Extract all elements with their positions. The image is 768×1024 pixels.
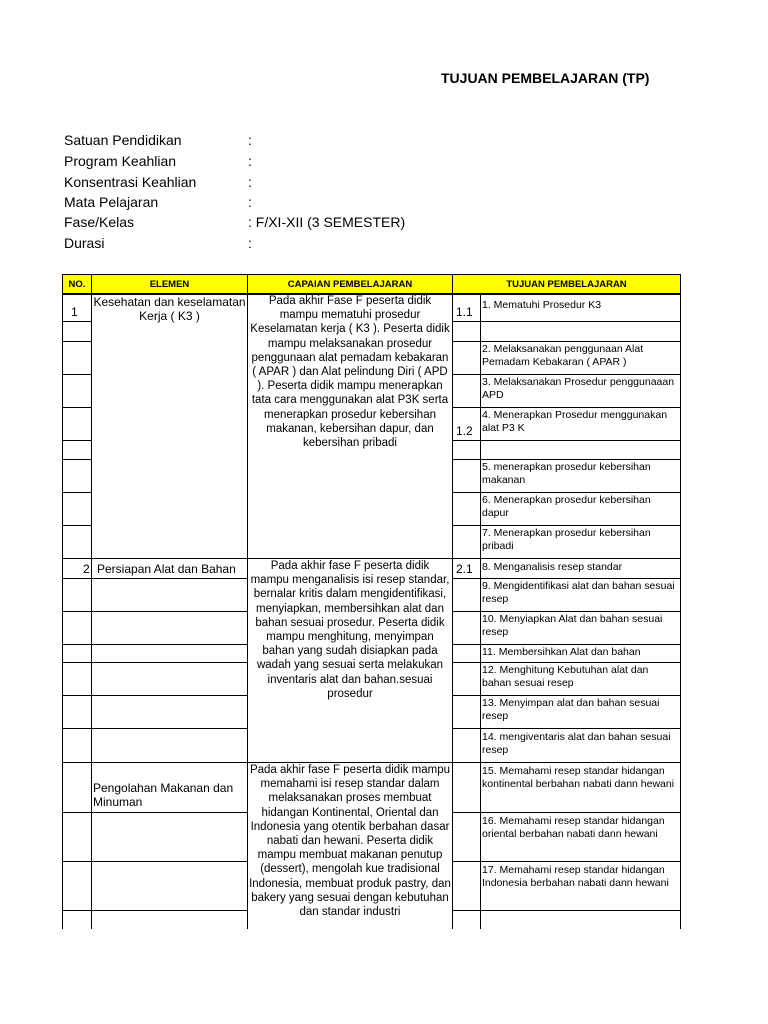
info-value: :	[248, 174, 252, 190]
info-label: Fase/Kelas	[64, 214, 135, 230]
tujuan-item: 9. Mengidentifikasi alat dan bahan sesuai resep	[482, 580, 675, 605]
table-hline	[452, 611, 681, 612]
info-value: :	[248, 235, 252, 251]
tujuan-item: 15. Memahami resep standar hidangan kontinental berbahan nabati dann hewani	[482, 765, 675, 790]
table-hline	[452, 812, 681, 813]
elemen-cell: Kesehatan dan keselamatan Kerja ( K3 )	[93, 295, 246, 323]
table-hline	[452, 728, 681, 729]
table-hline	[452, 374, 681, 375]
header-tujuan: TUJUAN PEMBELAJARAN	[452, 274, 681, 294]
page-bottom-margin	[0, 929, 768, 1024]
table-hline	[62, 525, 92, 526]
tujuan-item: 4. Menerapkan Prosedur menggunakan alat P3 K	[482, 409, 668, 434]
table-hline	[91, 662, 248, 663]
row-number: 2	[83, 562, 90, 576]
table-hline	[62, 695, 92, 696]
info-label: Mata Pelajaran	[64, 194, 159, 210]
table-hline	[62, 407, 92, 408]
info-value: :	[248, 132, 252, 148]
info-value: :	[248, 194, 252, 210]
table-hline	[452, 294, 681, 295]
info-label: Program Keahlian	[64, 153, 177, 169]
table-hline	[452, 578, 681, 579]
table-hline	[452, 321, 681, 322]
table-hline	[62, 578, 92, 579]
table-hline	[452, 407, 681, 408]
table-hline	[62, 662, 92, 663]
elemen-cell: Persiapan Alat dan Bahan	[97, 562, 236, 576]
table-hline	[91, 910, 248, 911]
sub-number: 1.1	[456, 305, 473, 319]
table-hline	[62, 861, 92, 862]
tujuan-item: 6. Menerapkan prosedur kebersihan dapur	[482, 494, 651, 519]
table-hline	[452, 459, 681, 460]
tujuan-item: 16. Memahami resep standar hidangan oriental berbahan nabati dann hewani	[482, 815, 665, 840]
table-hline	[62, 341, 92, 342]
table-hline	[452, 492, 681, 493]
tujuan-item: 1. Mematuhi Prosedur K3	[482, 299, 602, 311]
tujuan-item: 12. Menghitung Kebutuhan alat dan bahan sesuai resep	[482, 664, 649, 689]
table-hline	[62, 492, 92, 493]
table-hline	[452, 762, 681, 763]
table-hline	[62, 762, 92, 763]
table-hline	[62, 728, 92, 729]
table-hline	[452, 558, 681, 559]
table-hline	[91, 728, 248, 729]
capaian-cell: Pada akhir Fase F peserta didik mampu mematuhi prosedur Keselamatan kerja ( K3 ). Peserta didik mampu melaksanakan prosedur penggunaan alat pemadam kebakaran ( APAR ) dan Alat pelindung Diri ( APD ). Peserta didik mampu menerapkan tata cara menggunakan alat P3K serta menerapkan prosedur kebersihan makanan, kebersihan dapur, dan kebersihan pribadi	[250, 295, 450, 450]
table-hline	[91, 644, 248, 645]
page-title: TUJUAN PEMBELAJARAN (TP)	[441, 70, 650, 86]
table-hline	[62, 321, 92, 322]
table-hline	[452, 861, 681, 862]
elemen-cell: Pengolahan Makanan dan Minuman	[93, 781, 234, 809]
tujuan-item: 14. mengiventaris alat dan bahan sesuai resep	[482, 731, 671, 756]
tujuan-item: 17. Memahami resep standar hidangan Indonesia berbahan nabati dann hewani	[482, 864, 669, 889]
table-hline	[62, 644, 92, 645]
tujuan-item: 8. Menganalisis resep standar	[482, 561, 623, 573]
info-label: Konsentrasi Keahlian	[64, 174, 197, 190]
capaian-cell: Pada akhir fase F peserta didik mampu memahami isi resep standar dalam melaksanakan proses membuat hidangan Kontinental, Oriental dan Indonesia yang otentik berbahan dasar nabati dan hewani. Peserta didik mampu membuat makanan penutup (dessert), mengolah kue tradisional Indonesia, membuat produk pastry, dan bakery yang sesuai dengan kebutuhan dan standar industri	[249, 764, 451, 919]
table-hline	[452, 695, 681, 696]
table-hline	[91, 861, 248, 862]
row-number: 1	[71, 305, 78, 319]
tujuan-item: 2. Melaksanakan penggunaan Alat Pemadam Kebakaran ( APAR )	[482, 343, 644, 368]
table-hline	[91, 558, 248, 559]
table-hline	[91, 611, 248, 612]
table-hline	[62, 374, 92, 375]
table-hline	[452, 644, 681, 645]
table-hline	[452, 662, 681, 663]
table-hline	[91, 812, 248, 813]
table-hline	[62, 611, 92, 612]
tujuan-item: 13. Menyimpan alat dan bahan sesuai resep	[482, 697, 660, 722]
table-hline	[62, 459, 92, 460]
table-hline	[62, 812, 92, 813]
table-hline	[452, 525, 681, 526]
table-hline	[91, 578, 248, 579]
header-capaian: CAPAIAN PEMBELAJARAN	[247, 274, 453, 294]
info-value: :	[248, 153, 252, 169]
capaian-cell: Pada akhir fase F peserta didik mampu menganalisis isi resep standar, bernalar kritis dalam mengidentifikasi, menyiapkan, membersihkan alat dan bahan sesuai prosedur. Peserta didik mampu menghitung, menyimpan bahan yang sudah disiapkan pada wadah yang sesuai serta melakukan inventaris alat dan bahan.sesuai prosedur	[250, 560, 450, 700]
tujuan-item: 5. menerapkan prosedur kebersihan makanan	[482, 461, 651, 486]
tujuan-item: 10. Menyiapkan Alat dan bahan sesuai resep	[482, 613, 663, 638]
sub-number: 2.1	[456, 562, 473, 576]
table-hline	[91, 695, 248, 696]
header-elemen: ELEMEN	[91, 274, 248, 294]
info-label: Satuan Pendidikan	[64, 132, 182, 148]
table-hline	[62, 440, 92, 441]
table-hline	[91, 762, 248, 763]
tujuan-item: 3. Melaksanakan Prosedur penggunaaan APD	[482, 376, 675, 401]
table-hline	[452, 910, 681, 911]
tujuan-item: 7. Menerapkan prosedur kebersihan pribadi	[482, 527, 651, 552]
tujuan-item: 11. Membersihkan Alat dan bahan	[482, 646, 641, 658]
info-label: Durasi	[64, 235, 105, 251]
table-hline	[452, 440, 681, 441]
table-hline	[62, 558, 92, 559]
table-hline	[452, 341, 681, 342]
info-value: : F/XI-XII (3 SEMESTER)	[248, 214, 406, 230]
table-hline	[62, 910, 92, 911]
header-no: NO.	[62, 274, 92, 294]
table-hline	[62, 294, 92, 295]
sub-number: 1.2	[456, 424, 473, 438]
